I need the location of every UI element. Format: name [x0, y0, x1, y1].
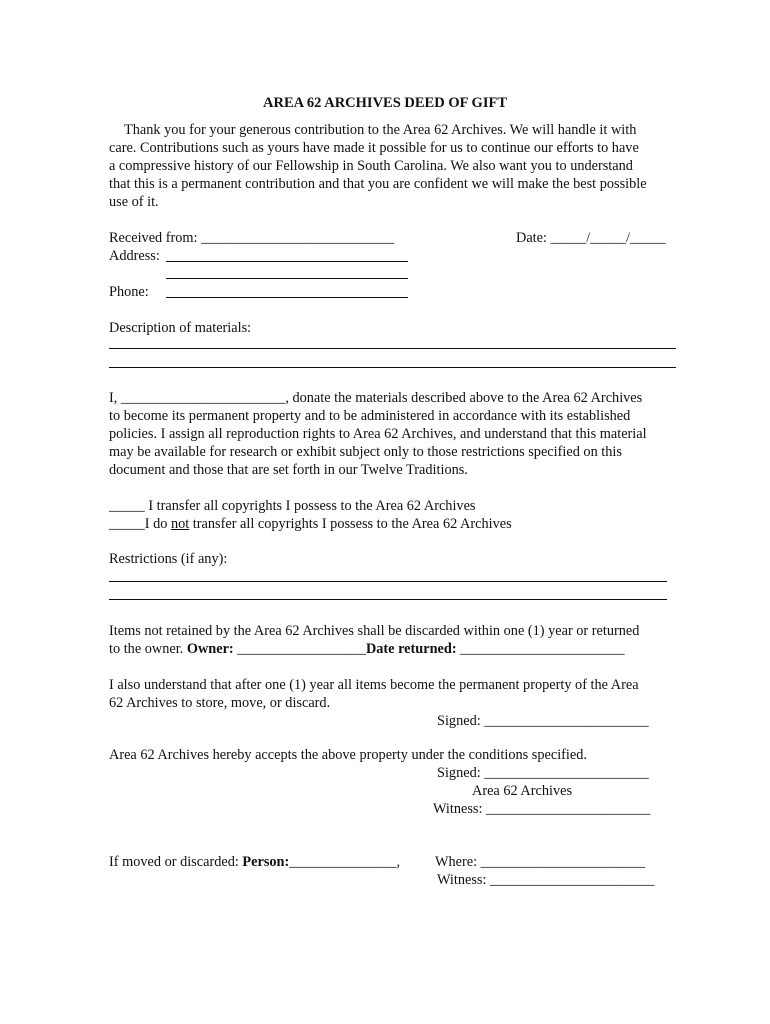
owner-label: Owner: [186, 641, 234, 657]
owner-field[interactable]: __________________ [233, 641, 366, 657]
copyright-no-transfer-option[interactable] [109, 515, 512, 533]
description-line-2[interactable] [109, 367, 676, 368]
retained-line-2 [109, 640, 625, 658]
no-transfer-prefix: _____I do [109, 516, 171, 532]
intro-line-1: Thank you for your generous contribution to the Area 62 Archives. We will handle it with [124, 122, 637, 138]
donate-line-3: policies. I assign all reproduction rights to Area 62 Archives, and understand that this material [109, 426, 647, 442]
description-label: Description of materials: [109, 320, 252, 336]
description-line-1[interactable] [109, 348, 676, 349]
restrictions-label: Restrictions (if any): [109, 551, 228, 567]
copyright-transfer-option[interactable]: _____ I transfer all copyrights I possess to the Area 62 Archives [109, 498, 476, 514]
understand-line-1: I also understand that after one (1) year all items become the permanent property of the Area [109, 677, 639, 693]
address-line-2[interactable] [166, 278, 408, 279]
accept-line-1: Area 62 Archives hereby accepts the above property under the conditions specified. [109, 747, 587, 763]
date-returned-field[interactable]: _______________________ [456, 641, 625, 657]
intro-line-5: use of it. [109, 194, 159, 210]
archives-witness-field[interactable]: Witness: _______________________ [433, 801, 651, 817]
person-field[interactable]: _______________, [289, 854, 401, 870]
donate-line-1: I, _______________________, donate the materials described above to the Area 62 Archives [109, 390, 643, 406]
intro-line-4: that this is a permanent contribution and that you are confident we will make the best possible [109, 176, 647, 192]
intro-line-3: a compressive history of our Fellowship in South Carolina. We also want you to understand [109, 158, 633, 174]
understand-line-2: 62 Archives to store, move, or discard. [109, 695, 331, 711]
where-field[interactable]: Where: _______________________ [435, 854, 646, 870]
moved-witness-field[interactable]: Witness: _______________________ [437, 872, 655, 888]
restrictions-line-2[interactable] [109, 599, 667, 600]
person-label: Person: [242, 854, 290, 870]
moved-prefix: If moved or discarded: [109, 854, 243, 870]
phone-label: Phone: [109, 284, 149, 300]
donate-line-4: may be available for research or exhibit subject only to those restrictions specified on this [109, 444, 622, 460]
archives-org-label: Area 62 Archives [472, 783, 573, 799]
retained-prefix: to the owner. [109, 641, 187, 657]
received-from-field[interactable]: Received from: ___________________________ [109, 230, 395, 246]
phone-line[interactable] [166, 297, 408, 298]
date-field[interactable]: Date: _____/_____/_____ [516, 230, 666, 246]
address-line-1[interactable] [166, 261, 408, 262]
no-transfer-suffix: transfer all copyrights I possess to the Area 62 Archives [189, 516, 512, 532]
retained-line-1: Items not retained by the Area 62 Archives shall be discarded within one (1) year or returned [109, 623, 640, 639]
restrictions-line-1[interactable] [109, 581, 667, 582]
intro-line-2: care. Contributions such as yours have made it possible for us to continue our efforts to have [109, 140, 639, 156]
donate-line-5: document and those that are set forth in our Twelve Traditions. [109, 462, 468, 478]
donate-line-2: to become its permanent property and to be administered in accordance with its established [109, 408, 631, 424]
page-title: AREA 62 ARCHIVES DEED OF GIFT [263, 95, 507, 111]
address-label: Address: [109, 248, 160, 264]
archives-signed-field[interactable]: Signed: _______________________ [437, 765, 649, 781]
date-returned-label: Date returned: [365, 641, 457, 657]
donor-signed-field[interactable]: Signed: _______________________ [437, 713, 649, 729]
moved-line [109, 853, 400, 871]
not-emphasis: not [170, 516, 190, 532]
